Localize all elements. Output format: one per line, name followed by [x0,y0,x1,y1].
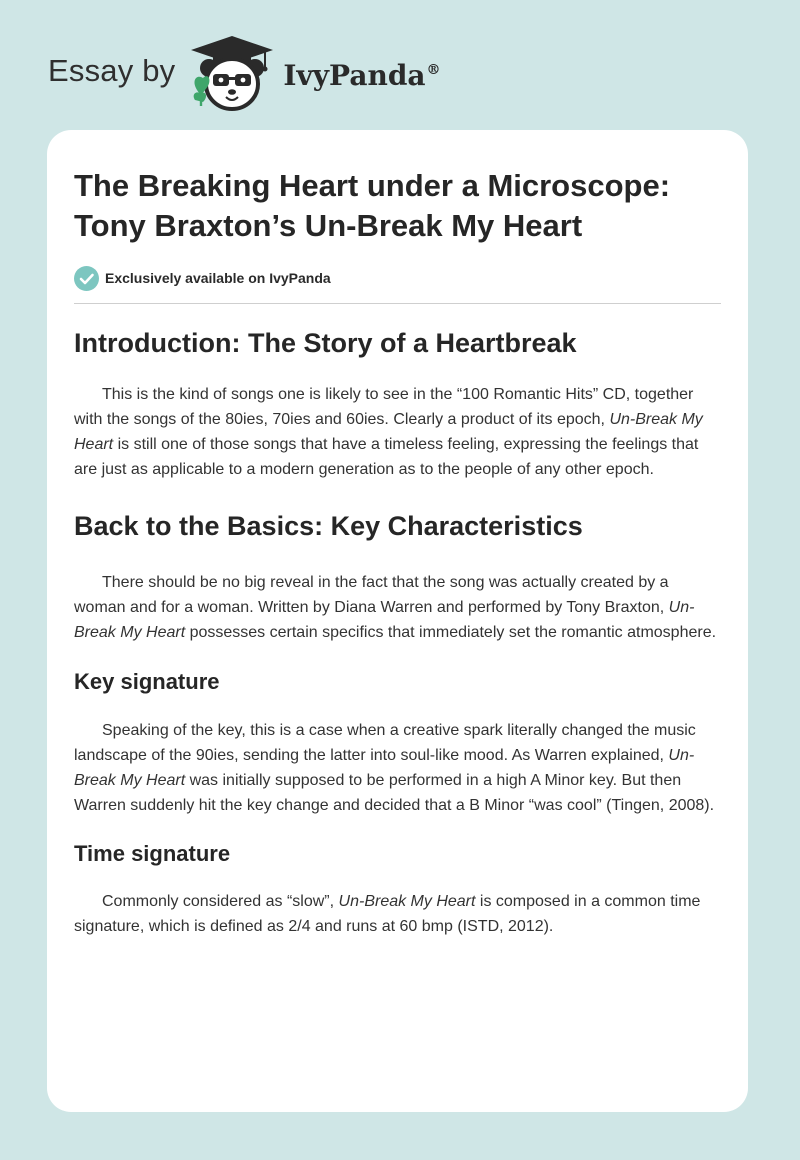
badge-text: Exclusively available on IvyPanda [105,270,331,286]
heading-introduction: Introduction: The Story of a Heartbreak [74,328,577,358]
brand-prefix: Essay by [48,53,176,88]
paragraph-time-signature: Commonly considered as “slow”, Un-Break My Heart is composed in a common time signature, which is defined as 2/4 and runs at 60 bmp (ISTD, 2012). [74,893,701,935]
site-header [48,34,441,114]
heading-time-signature: Time signature [74,841,231,866]
brand-name[interactable]: IvyPanda® [283,58,441,92]
essay-card [47,130,748,1112]
page-title [74,166,721,246]
ivypanda-logo-icon[interactable] [189,34,275,114]
title-line-1: The Breaking Heart under a Microscope: [74,168,671,203]
exclusive-badge [74,265,721,291]
check-circle-icon [74,266,99,291]
paragraph-introduction: This is the kind of songs one is likely to see in the “100 Romantic Hits” CD, together with the songs of the 80ies, 70ies and 60ies. Clearly a product of its epoch, Un-Break My Heart is still one of those songs that have a timeless feeling, expressing the feelings that are just as applicable to a modern generation as to the people of any other epoch. [74,386,703,478]
paragraph-key-signature: Speaking of the key, this is a case when a creative spark literally changed the music landscape of the 90ies, sending the latter into soul-like mood. As Warren explained, Un-Break My Heart was initially supposed to be performed in a high A Minor key. But then Warren suddenly hit the key change and decided that a B Minor “was cool” (Tingen, 2008). [74,722,715,814]
heading-key-characteristics: Back to the Basics: Key Characteristics [74,511,583,541]
divider [74,303,721,304]
heading-key-signature: Key signature [74,669,220,694]
title-line-2: Tony Braxton’s Un-Break My Heart [74,208,583,243]
paragraph-key-characteristics: There should be no big reveal in the fact that the song was actually created by a woman and for a woman. Written by Diana Warren and performed by Tony Braxton, Un-Break My Heart possesses certain specifics that immediately set the romantic atmosphere. [74,574,717,641]
